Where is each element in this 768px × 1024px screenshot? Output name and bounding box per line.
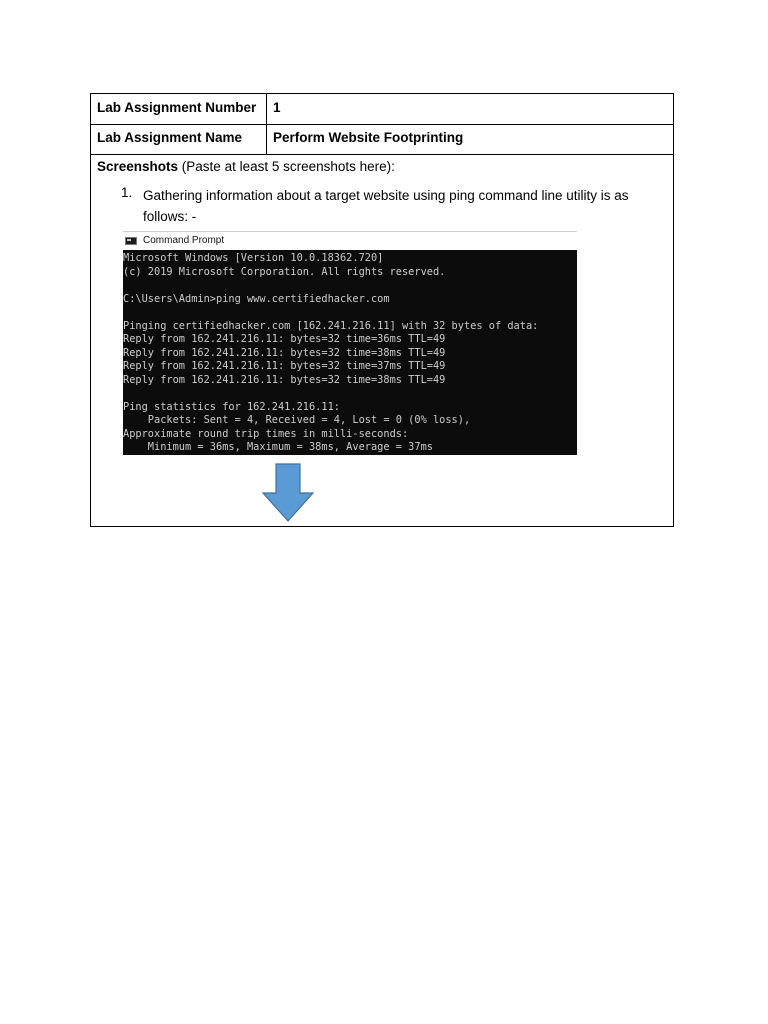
- down-arrow-icon: [261, 463, 315, 523]
- command-prompt-console: [123, 250, 577, 455]
- command-prompt-screenshot: [123, 231, 577, 455]
- assignment-number-row: [91, 94, 673, 125]
- assignment-name-value: Perform Website Footprinting: [273, 130, 464, 145]
- screenshots-section: [91, 155, 673, 526]
- cmd-window-icon: [125, 237, 137, 245]
- list-item-text: Gathering information about a target website using ping command line utility is as follows: -: [143, 188, 629, 224]
- lab-assignment-table: [90, 93, 674, 527]
- screenshots-heading: [97, 159, 395, 174]
- assignment-name-row: [91, 124, 673, 155]
- screenshots-heading-note: (Paste at least 5 screenshots here):: [178, 159, 395, 174]
- command-prompt-titlebar: [123, 231, 577, 250]
- assignment-name-label: Lab Assignment Name: [91, 124, 267, 154]
- screenshots-heading-bold: Screenshots: [97, 159, 179, 174]
- command-prompt-title: Command Prompt: [143, 235, 225, 246]
- console-output: Microsoft Windows [Version 10.0.18362.720] (c) 2019 Microsoft Corporation. All rights reserved. C:\Users\Admin>ping www.certifiedhacker.com Pinging certifiedhacker.com [162.241.216.11] with 32 bytes of data: Reply from 162.241.216.11: bytes=32 time=36ms TTL=49 Reply from 162.241.216.11: bytes=32 time=38ms TTL=49 Reply from 162.241.216.11: bytes=32 time=37ms TTL=49 Reply from 162.241.216.11: bytes=32 time=38ms TTL=49 Ping statistics for 162.241.216.11: Packets: Sent = 4, Received = 4, Lost = 0 (0% loss), Approximate round trip times in milli-seconds: Minimum = 36ms, Maximum = 38ms, Average = 37ms: [123, 252, 539, 453]
- assignment-number-value: 1: [273, 100, 281, 115]
- list-item-number: 1.: [121, 185, 133, 200]
- assignment-number-label: Lab Assignment Number: [91, 94, 267, 124]
